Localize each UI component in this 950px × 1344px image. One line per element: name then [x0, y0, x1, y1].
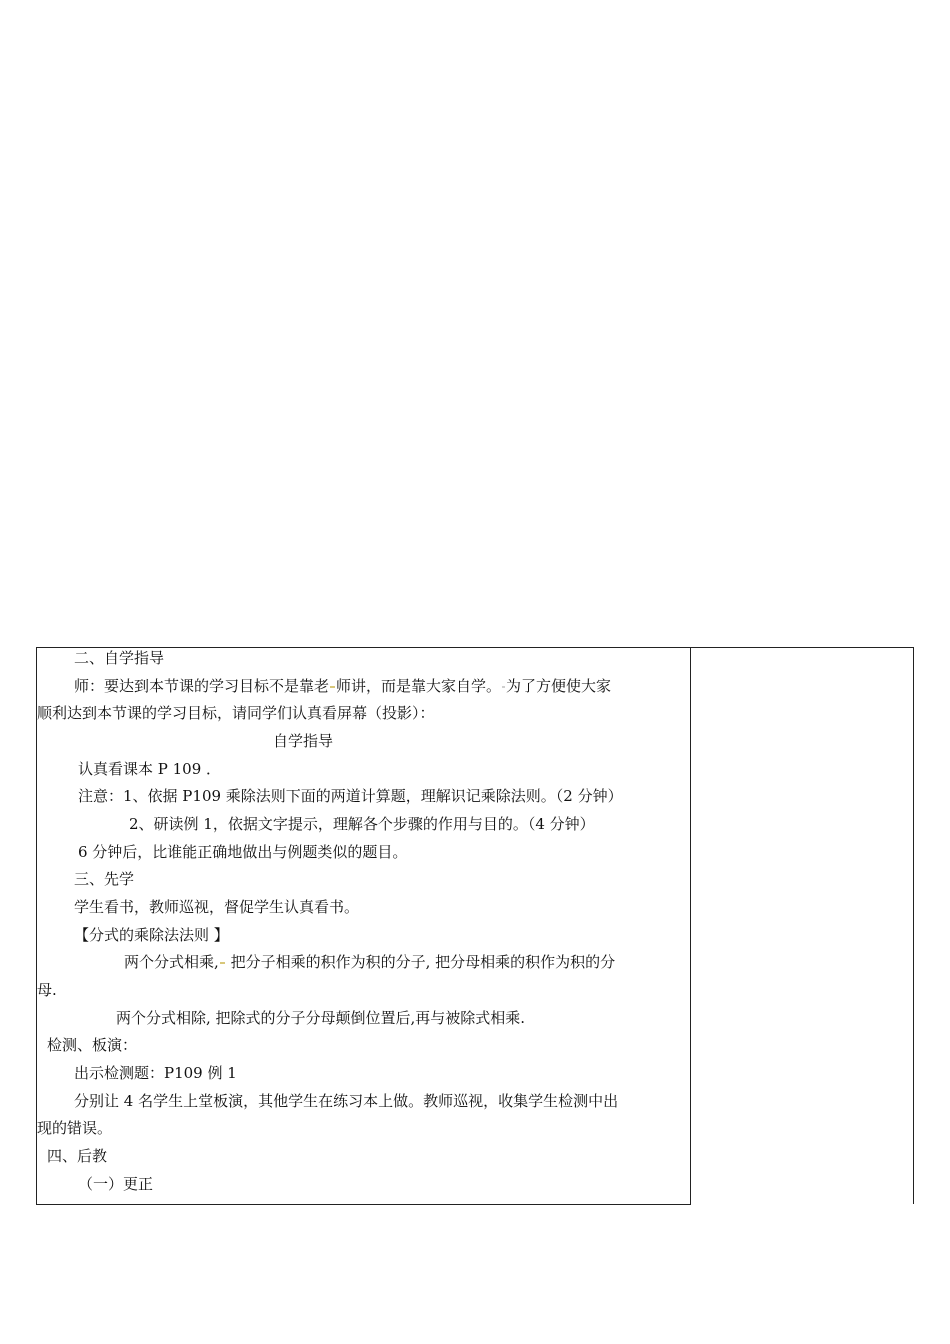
rule-title: 【分式的乘除法法则 】: [74, 926, 229, 944]
edit-marker: [330, 686, 335, 688]
notes-column-cell: [690, 647, 914, 1204]
rule-multiply-lead: 两个分式相乘,: [124, 953, 219, 971]
teacher-text-part3: 为了方便使大家: [506, 677, 612, 695]
section4-correction: （一）更正: [78, 1175, 154, 1193]
rule-multiply-line1: [124, 952, 615, 972]
guide-title: 自学指导: [273, 732, 334, 750]
note-item-2: 2、研读例 1，依据文字提示，理解各个步骤的作用与目的。（4 分钟）: [129, 815, 595, 833]
check-board-line1: 分别让 4 名学生上堂板演，其他学生在练习本上做。教师巡视，收集学生检测中出: [74, 1092, 619, 1110]
lesson-content-cell: [36, 647, 691, 1205]
rule-multiply-line2: 母.: [37, 981, 57, 999]
check-heading: 检测、板演：: [47, 1036, 138, 1054]
note-item-1: 注意：1、依据 P109 乘除法则下面的两道计算题，理解识记乘除法则。（2 分钟）: [78, 787, 623, 805]
teacher-intro-line1: [74, 676, 611, 696]
teacher-text-part2: 师讲，而是靠大家自学。: [336, 677, 502, 695]
lesson-table: [36, 647, 914, 1205]
rule-multiply-text: 把分子相乘的积作为积的分子, 把分母相乘的积作为积的分: [230, 953, 616, 971]
section4-heading: 四、后教: [47, 1147, 108, 1165]
teacher-text-part1: ：要达到本节课的学习目标不是靠老: [89, 677, 330, 695]
teacher-label: 师: [74, 677, 90, 695]
rule-divide: 两个分式相除, 把除式的分子分母颠倒位置后,再与被除式相乘.: [116, 1009, 526, 1027]
students-reading: 学生看书，教师巡视，督促学生认真看书。: [74, 898, 360, 916]
after-six-minutes: 6 分钟后，比谁能正确地做出与例题类似的题目。: [78, 843, 408, 861]
teacher-intro-line2: 顺利达到本节课的学习目标，请同学们认真看屏幕（投影）：: [37, 704, 435, 722]
edit-marker: [502, 686, 505, 688]
edit-marker: [220, 962, 225, 964]
section2-heading: 二、自学指导: [74, 649, 165, 667]
check-board-line2: 现的错误。: [37, 1119, 113, 1137]
check-show-problem: 出示检测题：P109 例 1: [74, 1064, 237, 1082]
read-book-instruction: 认真看课本 P 109 ．: [78, 760, 222, 778]
section3-heading: 三、先学: [74, 870, 135, 888]
